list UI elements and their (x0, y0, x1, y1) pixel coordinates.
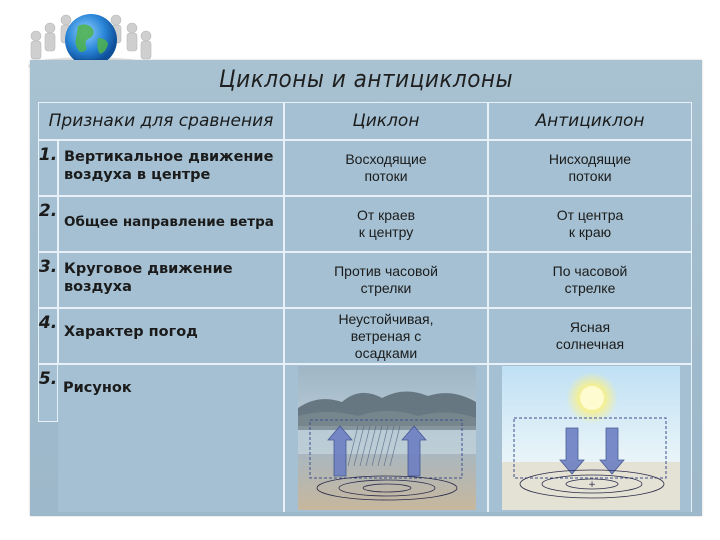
row-5-feature-line1: Рисунок (63, 380, 132, 396)
row-3-cyclone-line2: стрелки (360, 280, 412, 296)
row-2-anticyclone-line2: к краю (568, 224, 612, 240)
row-4-cyclone-line3: осадками (354, 344, 418, 361)
row-2-feature (58, 196, 284, 252)
row-2-anticyclone (488, 196, 692, 252)
row-5-feature (58, 364, 284, 512)
row-1-cyclone-line1: Восходящие (345, 151, 427, 167)
row-3-feature-line1: Круговое движение (64, 261, 233, 277)
row-4-feature-line1: Характер погод (64, 324, 198, 340)
row-4-cyclone-line2: ветреная с (350, 327, 422, 344)
svg-text:+: + (588, 480, 596, 490)
row-3-anticyclone (488, 252, 692, 308)
row-3-anticyclone-line2: стрелке (564, 280, 616, 296)
row-4-number: 4. (38, 308, 58, 364)
row-5-number: 5. (38, 364, 58, 422)
row-2-feature-line1: Общее направление ветра (64, 214, 274, 230)
row-2-cyclone-line1: От краев (356, 207, 416, 223)
row-1-anticyclone (488, 140, 692, 196)
page-title: Циклоны и антициклоны (218, 65, 514, 93)
row-4-anticyclone-line2: солнечная (555, 336, 625, 352)
row-3-feature (58, 252, 284, 308)
row-2-anticyclone-line1: От центра (556, 207, 624, 223)
row-1-anticyclone-line2: потоки (568, 168, 612, 184)
row-2-number: 2. (38, 196, 58, 252)
row-1-feature-line1: Вертикальное движение (64, 149, 274, 165)
anticyclone-diagram (502, 366, 680, 510)
header-cyclone: Циклон (284, 102, 488, 140)
row-2-cyclone (284, 196, 488, 252)
row-1-feature-line2: воздуха в центре (64, 167, 211, 183)
row-3-anticyclone-line1: По часовой (552, 263, 628, 279)
row-2-cyclone-line2: к центру (358, 224, 414, 240)
row-1-cyclone (284, 140, 488, 196)
row-1-feature (58, 140, 284, 196)
row-4-anticyclone (488, 308, 692, 364)
row-4-cyclone-line1: Неустойчивая, (338, 310, 434, 327)
row-1-anticyclone-line1: Нисходящие (548, 151, 632, 167)
header-features: Признаки для сравнения (38, 102, 284, 140)
row-4-feature (58, 308, 284, 364)
cyclone-diagram (298, 366, 476, 510)
row-3-number: 3. (38, 252, 58, 308)
row-3-cyclone (284, 252, 488, 308)
row-1-number: 1. (38, 140, 58, 196)
row-4-cyclone (284, 308, 488, 364)
row-3-cyclone-line1: Против часовой (334, 263, 438, 279)
row-1-cyclone-line2: потоки (364, 168, 408, 184)
header-anticyclone: Антициклон (488, 102, 692, 140)
row-3-feature-line2: воздуха (64, 279, 132, 295)
row-4-anticyclone-line1: Ясная (569, 319, 611, 335)
